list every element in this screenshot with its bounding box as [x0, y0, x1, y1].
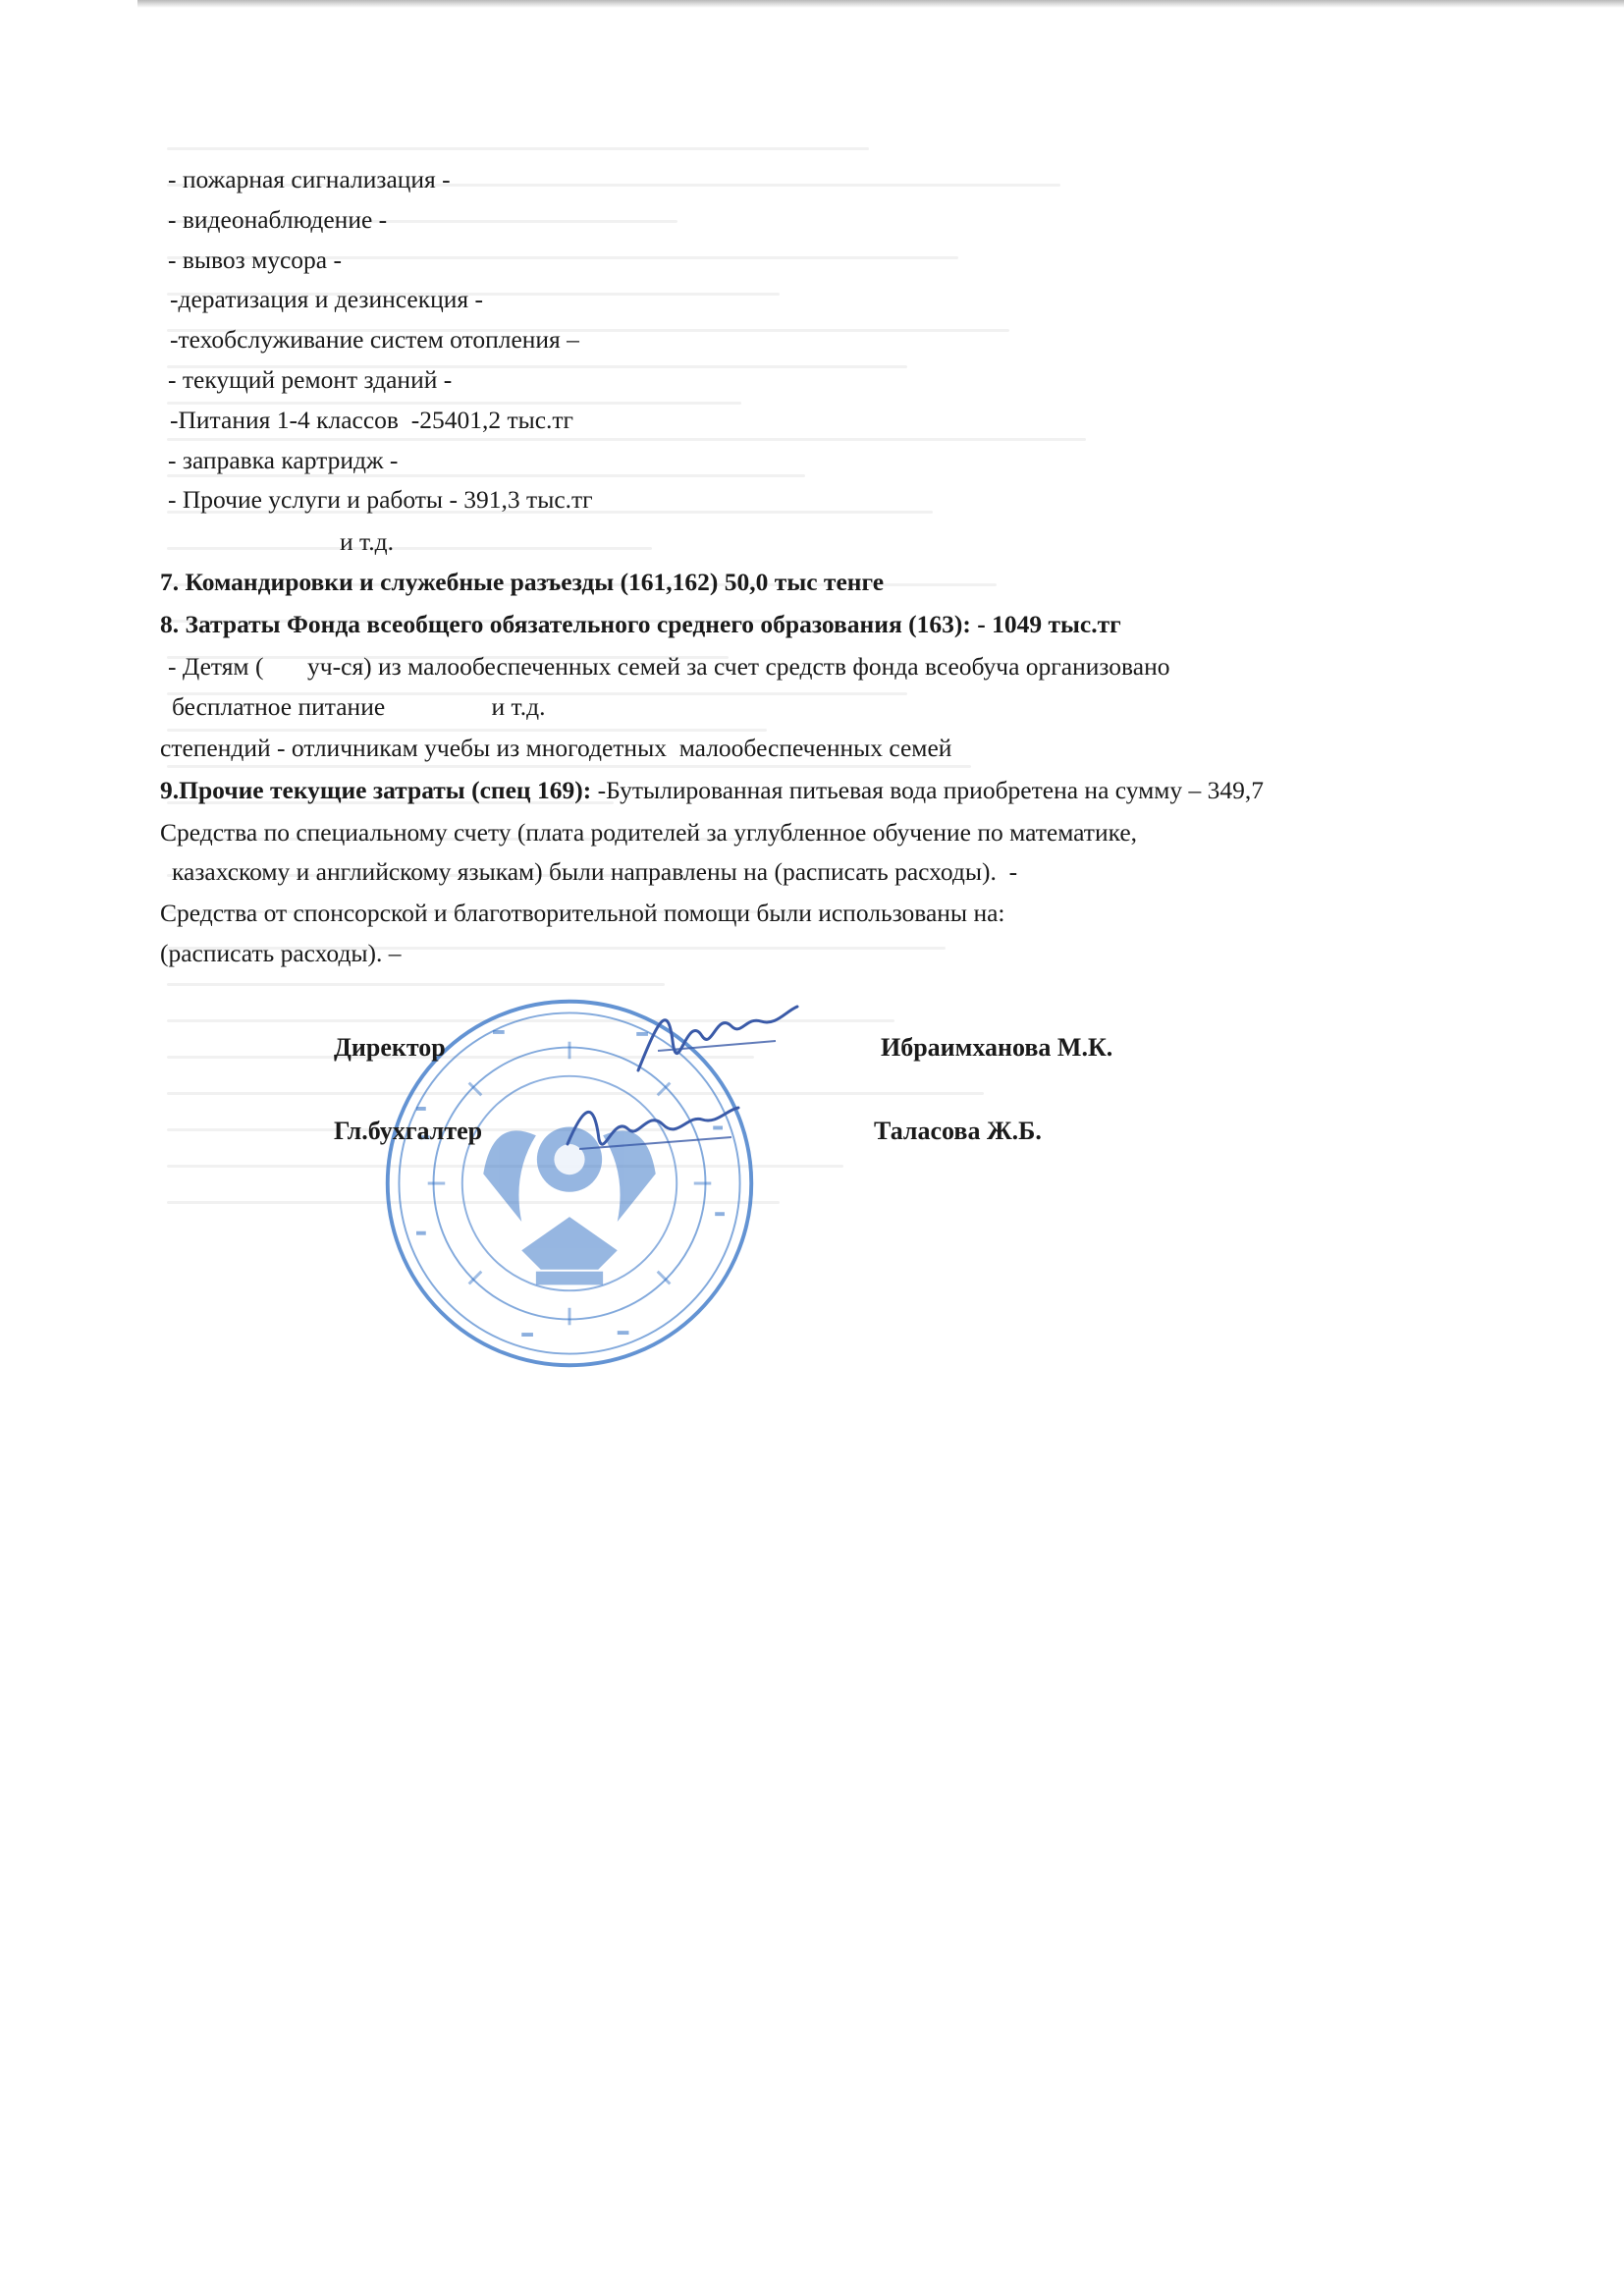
sponsor-line: (расписать расходы). – — [160, 939, 402, 967]
accountant-role: Гл.бухгалтер — [334, 1117, 483, 1145]
special-account-line: Средства по специальному счету (плата родителей за углубленное обучение по математике, — [160, 818, 1138, 847]
section-9-heading: 9.Прочие текущие затраты (спец 169): — [160, 776, 592, 804]
scan-edge — [137, 0, 1624, 8]
list-item-etc: и т.д. — [340, 527, 394, 556]
sponsor-line: Средства от спонсорской и благотворительной помощи были использованы на: — [160, 899, 1005, 927]
section-8-heading: 8. Затраты Фонда всеобщего обязательного среднего образования (163): - 1049 тыс.тг — [160, 610, 1121, 638]
section-8-line: - Детям ( уч-ся) из малообеспеченных семей за счет средств фонда всеобуча организовано — [168, 652, 1170, 681]
list-item: - заправка картридж - — [168, 446, 399, 474]
director-name: Ибраимханова М.К. — [881, 1033, 1113, 1062]
section-9-line — [160, 776, 1264, 805]
accountant-name: Таласова Ж.Б. — [874, 1117, 1042, 1145]
special-account-line: казахскому и английскому языкам) были направлены на (расписать расходы). - — [172, 857, 1018, 886]
director-role: Директор — [334, 1033, 446, 1062]
list-item: -дератизация и дезинсекция - — [170, 285, 483, 313]
list-item: - пожарная сигнализация - — [168, 165, 451, 193]
list-item: -техобслуживание систем отопления – — [170, 325, 579, 354]
list-item: - текущий ремонт зданий - — [168, 365, 453, 394]
accountant-signature — [560, 1090, 746, 1169]
director-signature — [628, 982, 805, 1100]
list-item: -Питания 1-4 классов -25401,2 тыс.тг — [170, 406, 574, 434]
list-item: - видеонаблюдение - — [168, 205, 388, 234]
list-item: - вывоз мусора - — [168, 246, 342, 274]
section-8-line: степендий - отличникам учебы из многодетных малообеспеченных семей — [160, 734, 952, 762]
section-9-text: -Бутылированная питьевая вода приобретена на сумму – 349,7 — [591, 776, 1265, 804]
section-8-line: бесплатное питание и т.д. — [172, 692, 546, 721]
section-7-heading: 7. Командировки и служебные разъезды (161,162) 50,0 тыс тенге — [160, 568, 885, 596]
list-item: - Прочие услуги и работы - 391,3 тыс.тг — [168, 485, 593, 514]
